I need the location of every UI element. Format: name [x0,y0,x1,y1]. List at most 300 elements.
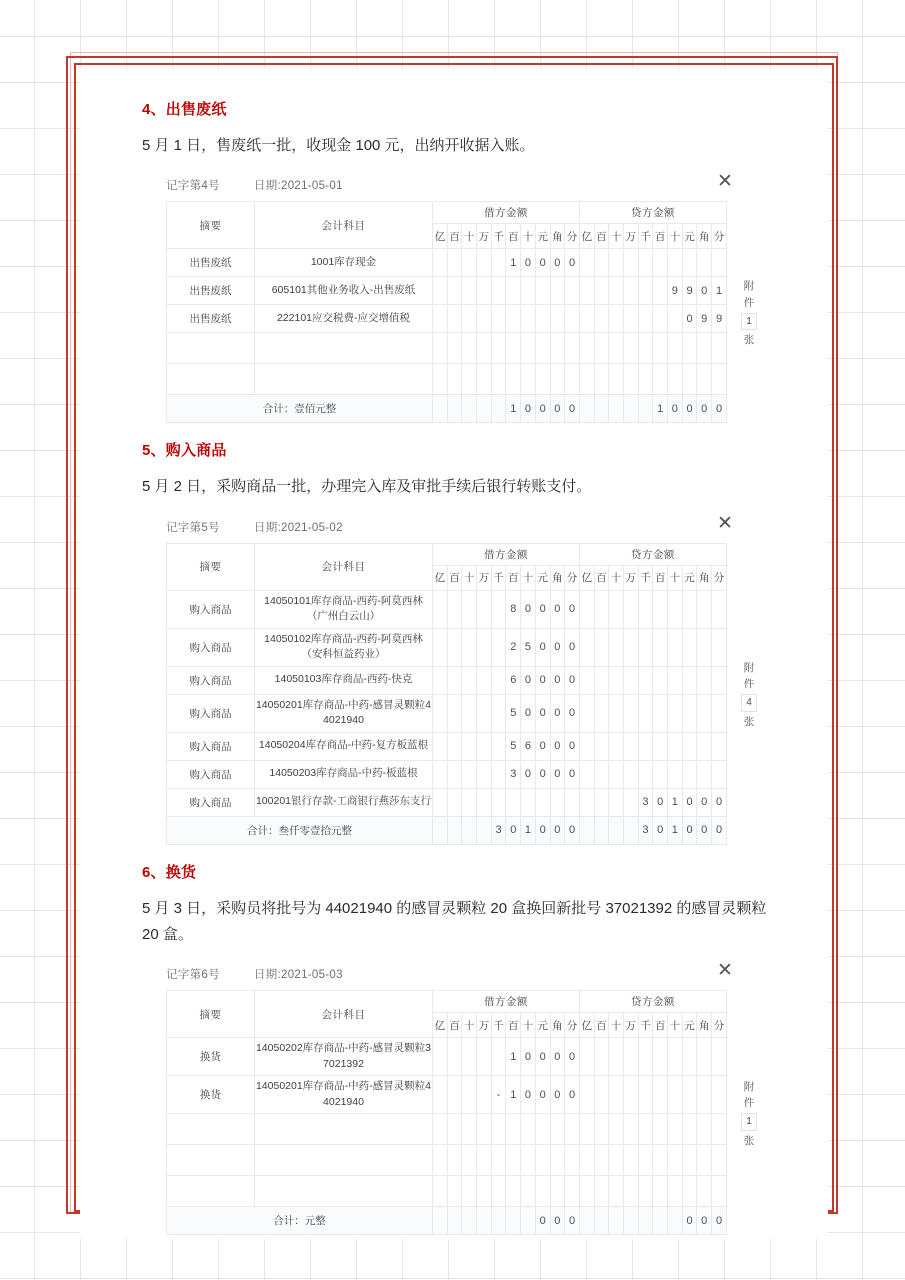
cell-credit-digit [638,590,653,628]
cell-credit-digit [609,1176,624,1207]
cell-credit-digit: 9 [668,277,683,305]
table-total-row [167,395,727,423]
total-credit-digit [594,1207,609,1235]
cell-summary: 购入商品 [167,788,255,816]
cell-debit-digit [433,694,448,732]
cell-debit-digit: 8 [506,590,521,628]
attachment-count: 4 [741,694,757,712]
column-header-summary: 摘要 [167,202,255,249]
voucher-table [166,990,727,1235]
total-credit-digit: 1 [668,816,683,844]
cell-credit-digit [668,1038,683,1076]
cell-debit-digit [462,1145,477,1176]
cell-credit-digit [668,694,683,732]
cell-debit-digit [447,788,462,816]
column-header-debit: 借方金额 [433,202,580,224]
cell-credit-digit [594,666,609,694]
cell-credit-digit [623,277,638,305]
cell-credit-digit [609,628,624,666]
cell-credit-digit [697,590,712,628]
cell-debit-digit [565,277,580,305]
cell-credit-digit [682,1076,697,1114]
cell-debit-digit: 0 [535,590,550,628]
cell-credit-digit [638,1145,653,1176]
total-debit-digit: 0 [506,816,521,844]
cell-debit-digit: 0 [535,1076,550,1114]
cell-credit-digit [579,788,594,816]
cell-credit-digit [682,628,697,666]
cell-credit-digit [668,666,683,694]
unit-label: 亿 [579,565,594,590]
unit-label: 万 [623,224,638,249]
cell-credit-digit [623,249,638,277]
table-row [167,1038,727,1076]
cell-credit-digit [653,277,668,305]
cell-debit-digit [433,628,448,666]
unit-label: 千 [491,565,506,590]
cell-credit-digit [668,333,683,364]
unit-label: 百 [506,565,521,590]
cell-summary [167,1176,255,1207]
cell-debit-digit [447,277,462,305]
cell-credit-digit [623,732,638,760]
total-debit-digit [433,395,448,423]
cell-credit-digit: 1 [712,277,727,305]
cell-credit-digit [609,364,624,395]
total-debit-digit: 1 [521,816,536,844]
cell-debit-digit: 0 [521,1076,536,1114]
total-credit-digit [609,395,624,423]
cell-credit-digit [594,305,609,333]
cell-credit-digit [638,628,653,666]
cell-credit-digit [609,590,624,628]
cell-credit-digit [668,364,683,395]
cell-credit-digit [668,1114,683,1145]
cell-credit-digit [712,732,727,760]
cell-debit-digit: - [491,1076,506,1114]
cell-subject: 605101其他业务收入-出售废纸 [255,277,433,305]
cell-credit-digit [697,760,712,788]
unit-label: 元 [535,224,550,249]
cell-debit-digit [521,1145,536,1176]
cell-credit-digit [623,590,638,628]
cell-credit-digit [697,249,712,277]
total-credit-digit: 0 [682,816,697,844]
cell-credit-digit: 0 [697,277,712,305]
cell-credit-digit [682,590,697,628]
cell-debit-digit: 0 [550,760,565,788]
cell-credit-digit [594,1145,609,1176]
total-credit-digit [653,1207,668,1235]
cell-credit-digit [623,1145,638,1176]
total-debit-digit: 3 [491,816,506,844]
unit-label: 十 [462,1013,477,1038]
cell-debit-digit [462,694,477,732]
cell-summary: 购入商品 [167,590,255,628]
cell-credit-digit [623,1176,638,1207]
total-debit-digit [447,395,462,423]
cell-debit-digit [477,305,492,333]
total-credit-digit [609,816,624,844]
cell-summary: 购入商品 [167,732,255,760]
cell-credit-digit: 0 [682,788,697,816]
unit-label: 角 [697,1013,712,1038]
cell-debit-digit [491,249,506,277]
cell-credit-digit [609,760,624,788]
column-header-credit: 贷方金额 [579,543,726,565]
cell-credit-digit [594,277,609,305]
unit-label: 千 [638,565,653,590]
cell-subject: 222101应交税费-应交增值税 [255,305,433,333]
cell-credit-digit [623,694,638,732]
cell-debit-digit [477,1176,492,1207]
cell-debit-digit [550,788,565,816]
unit-label: 百 [506,224,521,249]
cell-credit-digit [712,249,727,277]
voucher-table [166,201,727,423]
table-row [167,1076,727,1114]
cell-debit-digit [462,732,477,760]
cell-debit-digit [565,1176,580,1207]
cell-credit-digit [653,364,668,395]
attachment-label-1: 附 [743,280,755,293]
cell-credit-digit [638,1176,653,1207]
attachment-label-2: 件 [743,677,755,690]
total-credit-digit [638,1207,653,1235]
cell-credit-digit [579,1176,594,1207]
cell-credit-digit [653,305,668,333]
cell-debit-digit [506,1176,521,1207]
cell-credit-digit: 9 [697,305,712,333]
column-header-debit: 借方金额 [433,543,580,565]
column-header-credit: 贷方金额 [579,991,726,1013]
table-row-blank [167,333,727,364]
cell-debit-digit [535,1114,550,1145]
cell-debit-digit [491,760,506,788]
cell-credit-digit [623,333,638,364]
cell-credit-digit: 0 [653,788,668,816]
cell-debit-digit [506,364,521,395]
cell-debit-digit [535,277,550,305]
close-icon[interactable]: ✕ [717,511,733,534]
total-debit-digit: 0 [535,395,550,423]
cell-credit-digit [594,364,609,395]
total-label: 合计：壹佰元整 [167,395,433,423]
cell-credit-digit [712,666,727,694]
cell-credit-digit [653,590,668,628]
cell-debit-digit [491,333,506,364]
cell-debit-digit [447,1076,462,1114]
total-debit-digit [462,816,477,844]
unit-label: 百 [447,1013,462,1038]
cell-subject: 14050204库存商品-中药-复方板蓝根 [255,732,433,760]
cell-credit-digit [623,760,638,788]
cell-credit-digit [682,249,697,277]
cell-debit-digit: 0 [550,249,565,277]
cell-debit-digit [477,760,492,788]
cell-subject: 14050202库存商品-中药-感冒灵颗粒37021392 [255,1038,433,1076]
attachment-label-1: 附 [743,661,755,674]
cell-credit-digit [579,590,594,628]
cell-debit-digit [535,364,550,395]
column-header-debit: 借方金额 [433,991,580,1013]
cell-debit-digit: 0 [550,732,565,760]
close-icon[interactable]: ✕ [717,959,733,981]
cell-credit-digit: 9 [712,305,727,333]
total-credit-digit [579,816,594,844]
cell-debit-digit [491,305,506,333]
table-total-row [167,1207,727,1235]
cell-debit-digit [447,305,462,333]
total-debit-digit [477,816,492,844]
section-title: 6、换货 [142,863,197,881]
cell-debit-digit [535,1145,550,1176]
total-credit-digit [668,1207,683,1235]
cell-credit-digit [712,694,727,732]
cell-credit-digit [579,1076,594,1114]
cell-credit-digit [712,1145,727,1176]
voucher-body [80,543,828,845]
table-row-blank [167,364,727,395]
cell-debit-digit [565,1114,580,1145]
cell-debit-digit [477,788,492,816]
content-section [80,861,828,1240]
cell-credit-digit: 0 [682,305,697,333]
cell-debit-digit [506,1145,521,1176]
attachment-label-2: 件 [743,1096,755,1109]
cell-credit-digit [609,666,624,694]
cell-debit-digit [477,1038,492,1076]
cell-debit-digit [565,305,580,333]
unit-label: 十 [462,565,477,590]
cell-subject: 1001库存现金 [255,249,433,277]
cell-debit-digit [506,277,521,305]
cell-credit-digit [638,694,653,732]
table-row [167,249,727,277]
cell-debit-digit [462,590,477,628]
total-debit-digit: 0 [550,816,565,844]
close-icon[interactable]: ✕ [717,170,733,193]
cell-credit-digit: 1 [668,788,683,816]
cell-credit-digit [638,1038,653,1076]
cell-debit-digit: 6 [521,732,536,760]
cell-credit-digit [682,333,697,364]
cell-credit-digit [668,305,683,333]
cell-debit-digit [506,333,521,364]
cell-credit-digit [682,1038,697,1076]
cell-summary [167,333,255,364]
cell-credit-digit [594,590,609,628]
cell-credit-digit [653,1145,668,1176]
total-credit-digit: 0 [682,1207,697,1235]
unit-label: 元 [535,565,550,590]
total-credit-digit: 0 [697,395,712,423]
unit-label: 万 [623,1013,638,1038]
cell-credit-digit [609,1038,624,1076]
cell-debit-digit [433,788,448,816]
cell-credit-digit [594,788,609,816]
cell-debit-digit [433,364,448,395]
unit-label: 分 [712,1013,727,1038]
cell-summary: 换货 [167,1076,255,1114]
cell-summary: 购入商品 [167,628,255,666]
cell-debit-digit [447,333,462,364]
cell-debit-digit: 0 [535,249,550,277]
cell-debit-digit: 0 [550,1076,565,1114]
total-debit-digit [506,1207,521,1235]
unit-label: 十 [609,1013,624,1038]
cell-credit-digit [682,666,697,694]
cell-credit-digit [594,628,609,666]
unit-label: 百 [447,224,462,249]
cell-debit-digit [447,1145,462,1176]
unit-label: 百 [506,1013,521,1038]
column-header-subject: 会计科目 [255,991,433,1038]
cell-credit-digit [653,1176,668,1207]
cell-debit-digit [447,1176,462,1207]
unit-label: 元 [682,224,697,249]
cell-debit-digit [506,1114,521,1145]
section-paragraph: 5 月 3 日，采购员将批号为 44021940 的感冒灵颗粒 20 盒换回新批号 37021392 的感冒灵颗粒 20 盒。 [142,899,767,943]
cell-debit-digit: 1 [506,1076,521,1114]
total-credit-digit: 0 [668,395,683,423]
cell-credit-digit [579,732,594,760]
cell-debit-digit [477,1114,492,1145]
cell-credit-digit [594,760,609,788]
voucher-table [166,543,727,845]
cell-credit-digit [712,590,727,628]
unit-label: 亿 [579,224,594,249]
unit-label: 万 [477,565,492,590]
cell-debit-digit [477,249,492,277]
total-debit-digit: 0 [565,395,580,423]
cell-credit-digit [682,1114,697,1145]
cell-credit-digit [697,1076,712,1114]
cell-credit-digit [712,1038,727,1076]
total-debit-digit: 0 [521,395,536,423]
unit-label: 亿 [433,1013,448,1038]
cell-summary: 购入商品 [167,666,255,694]
table-row [167,788,727,816]
cell-debit-digit [491,1145,506,1176]
unit-label: 角 [550,565,565,590]
total-debit-digit [433,1207,448,1235]
total-credit-digit: 0 [653,816,668,844]
attachment-unit: 张 [743,334,755,347]
total-debit-digit [491,1207,506,1235]
cell-debit-digit [477,1076,492,1114]
unit-label: 亿 [433,565,448,590]
cell-credit-digit: 9 [682,277,697,305]
cell-debit-digit [491,694,506,732]
unit-label: 百 [653,1013,668,1038]
cell-debit-digit [521,333,536,364]
cell-debit-digit [491,666,506,694]
total-debit-digit [477,1207,492,1235]
cell-debit-digit [433,249,448,277]
unit-label: 万 [623,565,638,590]
cell-debit-digit [477,628,492,666]
unit-label: 角 [550,224,565,249]
cell-debit-digit: 0 [521,694,536,732]
cell-debit-digit [477,277,492,305]
cell-credit-digit [594,249,609,277]
table-row [167,305,727,333]
total-debit-digit: 1 [506,395,521,423]
cell-credit-digit [668,628,683,666]
voucher-header [80,169,828,201]
cell-credit-digit [609,788,624,816]
total-credit-digit [638,395,653,423]
cell-credit-digit [712,1076,727,1114]
unit-label: 十 [609,565,624,590]
total-credit-digit: 3 [638,816,653,844]
voucher-date: 日期:2021-05-02 [253,521,343,534]
cell-credit-digit [623,364,638,395]
cell-credit-digit [653,1114,668,1145]
cell-debit-digit: 0 [521,249,536,277]
column-header-summary: 摘要 [167,991,255,1038]
cell-summary: 购入商品 [167,760,255,788]
cell-credit-digit [623,1114,638,1145]
unit-label: 十 [668,1013,683,1038]
cell-debit-digit [550,364,565,395]
cell-debit-digit: 0 [565,249,580,277]
cell-credit-digit [623,305,638,333]
cell-debit-digit [433,277,448,305]
cell-credit-digit [668,732,683,760]
voucher-date: 日期:2021-05-01 [253,180,343,193]
cell-debit-digit [447,666,462,694]
cell-credit-digit [623,1038,638,1076]
cell-subject: 100201银行存款-工商银行燕莎东支行 [255,788,433,816]
cell-summary: 出售废纸 [167,249,255,277]
cell-debit-digit [433,760,448,788]
cell-debit-digit: 1 [506,1038,521,1076]
total-debit-digit [521,1207,536,1235]
cell-credit-digit [668,590,683,628]
total-credit-digit: 0 [712,1207,727,1235]
cell-debit-digit [433,1038,448,1076]
cell-debit-digit [462,1114,477,1145]
table-row [167,732,727,760]
cell-debit-digit [462,628,477,666]
voucher-body [80,990,828,1235]
voucher-number: 记字第6号 [166,969,220,981]
total-credit-digit [623,816,638,844]
total-debit-digit [433,816,448,844]
cell-debit-digit [521,1176,536,1207]
unit-label: 十 [521,224,536,249]
total-credit-digit [623,395,638,423]
voucher-number: 记字第5号 [166,521,220,534]
cell-credit-digit [712,333,727,364]
cell-debit-digit [447,694,462,732]
cell-debit-digit [477,333,492,364]
unit-label: 万 [477,1013,492,1038]
attachment-label-1: 附 [743,1080,755,1093]
cell-debit-digit [462,1076,477,1114]
table-total-row [167,816,727,844]
attachment-unit: 张 [743,1134,755,1147]
cell-debit-digit: 0 [550,694,565,732]
cell-debit-digit [433,305,448,333]
cell-debit-digit [491,1038,506,1076]
cell-debit-digit [462,1176,477,1207]
total-debit-digit: 0 [535,816,550,844]
cell-credit-digit [668,249,683,277]
cell-credit-digit [609,732,624,760]
